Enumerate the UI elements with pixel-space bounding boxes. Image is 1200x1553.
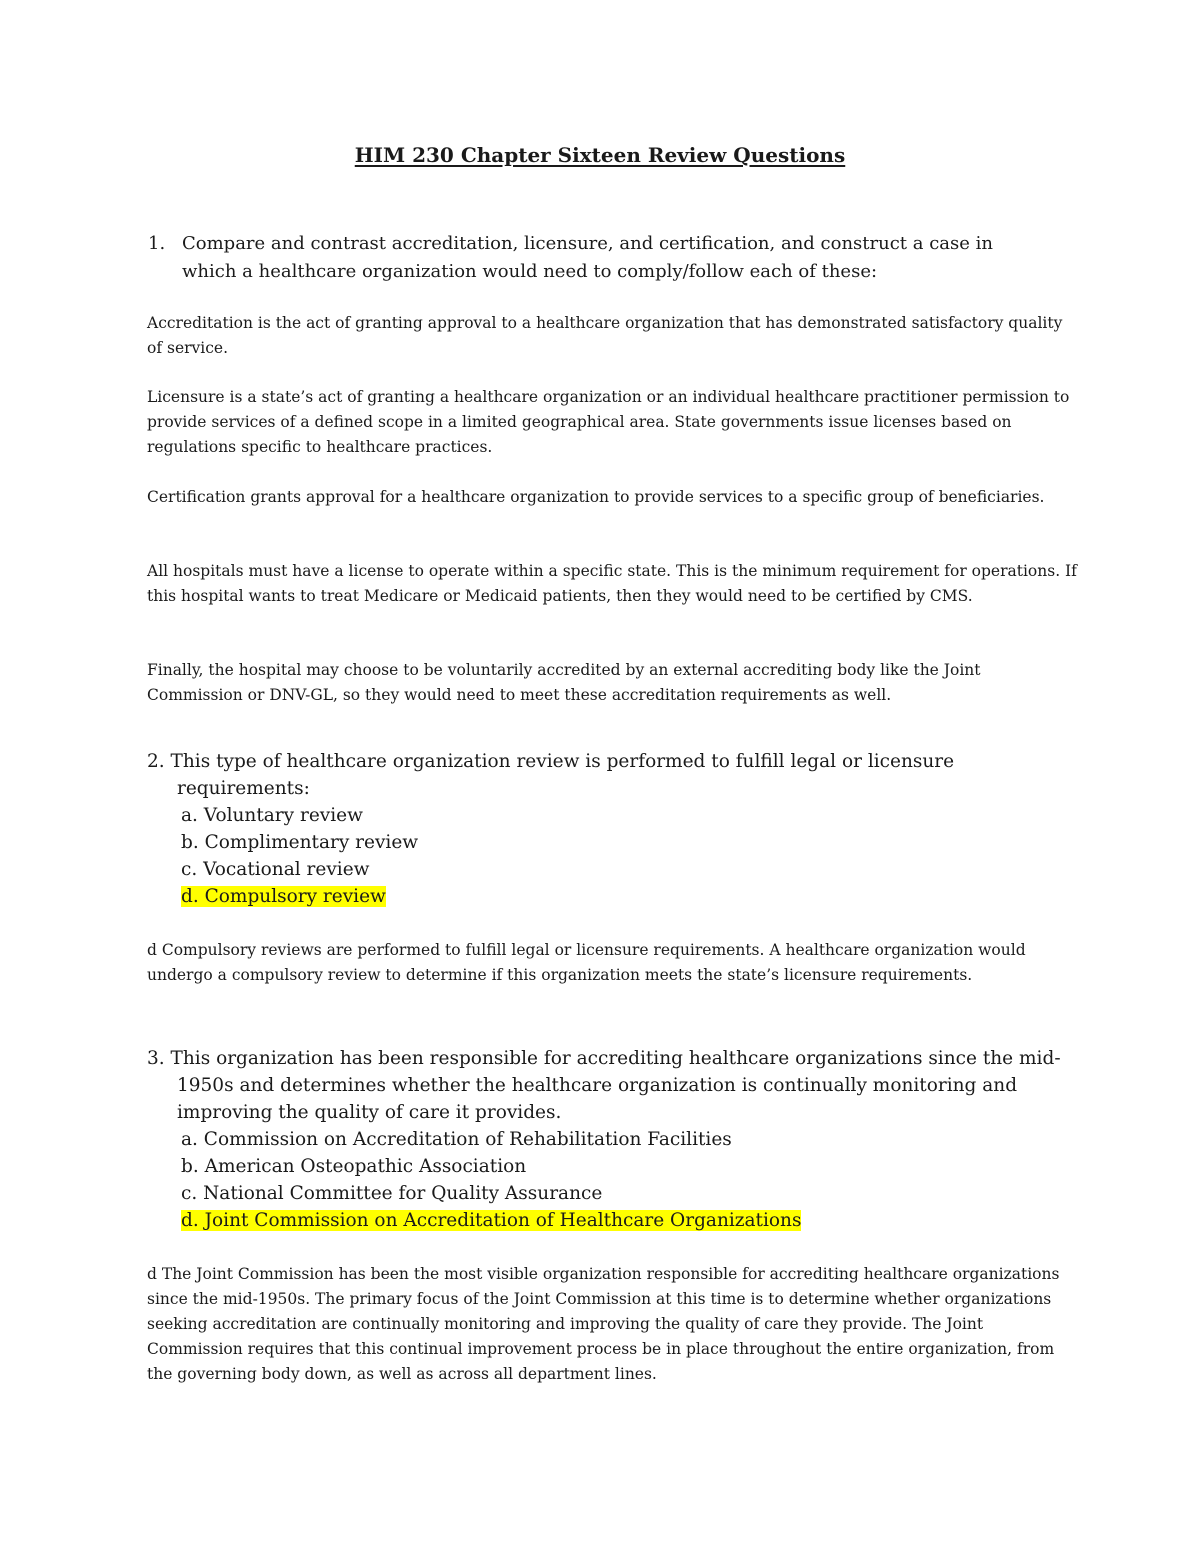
- answer-accreditation-paragraph: Accreditation is the act of granting approval to a healthcare organization that has demonstrated satisfactory quality of service.: [147, 314, 1063, 357]
- option-d-highlighted-text: d. Compulsory review: [181, 886, 386, 907]
- option-b-text: b. Complimentary review: [181, 832, 419, 853]
- question-1: [148, 230, 1028, 286]
- question-3: [147, 1045, 1067, 1234]
- document-title: HIM 230 Chapter Sixteen Review Questions: [354, 143, 846, 167]
- question-3-option-d: [147, 1207, 1067, 1234]
- option-c-text: c. National Committee for Quality Assurance: [181, 1183, 603, 1204]
- answer-certification-paragraph: Certification grants approval for a healthcare organization to provide services to a specific group of beneficiaries.: [147, 488, 1045, 506]
- question-3-option-c: [147, 1180, 1067, 1207]
- option-c-text: c. Vocational review: [181, 859, 370, 880]
- option-a-text: a. Commission on Accreditation of Rehabilitation Facilities: [181, 1129, 732, 1150]
- question-2-option-b: [147, 829, 1067, 856]
- question-2-stem: 2. This type of healthcare organization review is performed to fulfill legal or licensure requirements:: [147, 751, 955, 799]
- question-2-option-d: [147, 883, 1067, 910]
- question-2-answer-explanation: d Compulsory reviews are performed to fulfill legal or licensure requirements. A healthcare organization would undergo a compulsory review to determine if this organization meets the state’s licensure requirements.: [147, 941, 1026, 984]
- question-2-option-a: [147, 802, 1067, 829]
- question-2-option-c: [147, 856, 1067, 883]
- answer-accreditation-case-paragraph: Finally, the hospital may choose to be voluntarily accredited by an external accrediting body like the Joint Commission or DNV-GL, so they would need to meet these accreditation requirements as well.: [147, 661, 981, 704]
- option-d-highlighted-text: d. Joint Commission on Accreditation of Healthcare Organizations: [181, 1210, 802, 1231]
- question-2: [147, 748, 1067, 910]
- question-1-number: 1.: [148, 233, 166, 254]
- answer-case-paragraph: All hospitals must have a license to operate within a specific state. This is the minimum requirement for operations. If this hospital wants to treat Medicare or Medicaid patients, then they would need to be certified by CMS.: [147, 562, 1077, 605]
- question-3-stem: 3. This organization has been responsible for accrediting healthcare organizations since the mid-1950s and determines whether the healthcare organization is continually monitoring and improving the quality of care it provides.: [147, 1048, 1061, 1123]
- question-1-text: Compare and contrast accreditation, licensure, and certification, and construct a case in which a healthcare organization would need to comply/follow each of these:: [182, 233, 993, 282]
- question-3-option-a: [147, 1126, 1067, 1153]
- option-a-text: a. Voluntary review: [181, 805, 363, 826]
- option-b-text: b. American Osteopathic Association: [181, 1156, 527, 1177]
- answer-licensure-paragraph: Licensure is a state’s act of granting a healthcare organization or an individual healthcare practitioner permission to provide services of a defined scope in a limited geographical area. State governments issue licenses based on regulations specific to healthcare practices.: [147, 388, 1070, 456]
- question-3-answer-explanation: d The Joint Commission has been the most visible organization responsible for accrediting healthcare organizations since the mid-1950s. The primary focus of the Joint Commission at this time is to determine whether organizations seeking accreditation are continually monitoring and improving the quality of care they provide. The Joint Commission requires that this continual improvement process be in place throughout the entire organization, from the governing body down, as well as across all department lines.: [147, 1265, 1060, 1383]
- question-3-option-b: [147, 1153, 1067, 1180]
